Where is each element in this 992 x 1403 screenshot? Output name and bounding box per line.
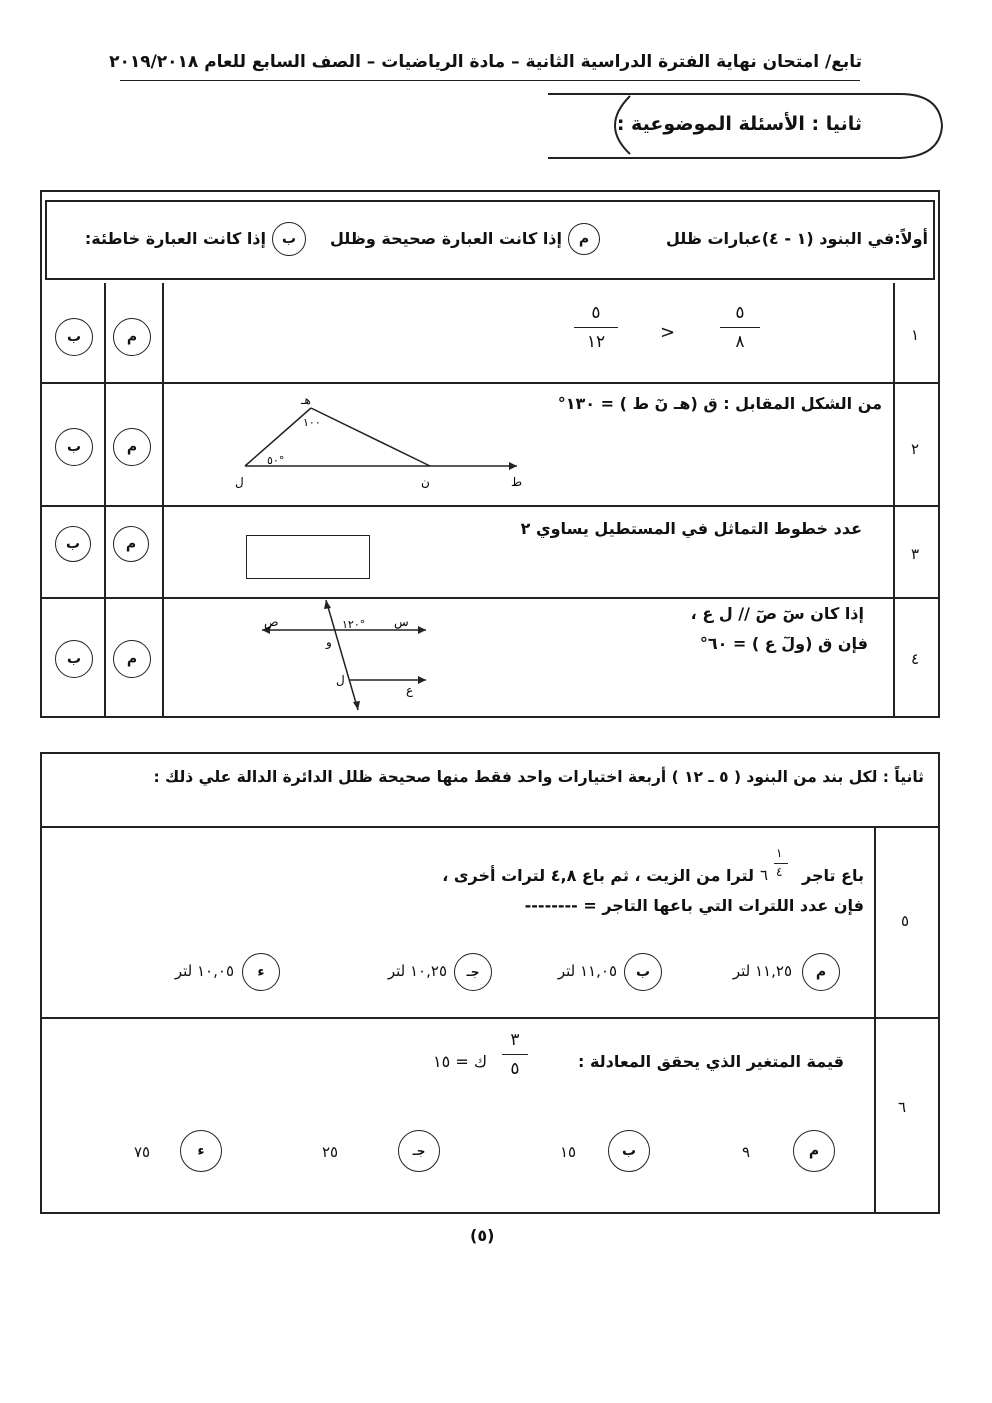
vertex-label: ط <box>511 475 523 489</box>
mixed-denominator: ٤ <box>776 865 783 879</box>
fraction-denominator: ٥ <box>510 1059 520 1079</box>
item-6-choice-a-text: ٩ <box>742 1143 751 1161</box>
item-6-rhs: ك = ١٥ <box>433 1052 487 1071</box>
item-2-option-a[interactable]: م <box>113 428 151 466</box>
item-6-choice-c-circle[interactable]: جـ <box>398 1130 440 1172</box>
vertex-label: ن <box>421 475 430 489</box>
vertex-label: هـ <box>301 393 311 407</box>
item-3-option-b[interactable]: ب <box>55 526 91 562</box>
part1-instruction-pre: أولاً:في البنود (١ - ٤)عبارات ظلل <box>666 229 928 248</box>
item-5-choice-a-text: ١١,٢٥ لتر <box>732 962 792 980</box>
item-3-rectangle-figure <box>246 535 370 579</box>
false-symbol-circle: ب <box>272 222 306 256</box>
vertex-label: ل <box>235 475 244 489</box>
point-label: و <box>326 635 332 649</box>
header-underline <box>120 80 860 81</box>
mixed-bar <box>774 863 788 864</box>
item-1-operator: > <box>660 322 676 343</box>
mixed-whole: ٦ <box>760 866 769 884</box>
row-divider <box>42 382 938 384</box>
item-5-stem-line2: فإن عدد اللترات التي باعها التاجر = -------- <box>524 896 864 915</box>
item-2-text: من الشكل المقابل : ق (هـ نٓ ط ) = ١٣٠° <box>557 394 882 413</box>
item-2-number: ٢ <box>910 440 920 458</box>
fraction-bar <box>574 327 618 328</box>
item-6-choice-d-circle[interactable]: ء <box>180 1130 222 1172</box>
fraction-numerator: ٣ <box>510 1030 520 1050</box>
item-5-choice-b-circle[interactable]: ب <box>624 953 662 991</box>
part1-instruction-mid: إذا كانت العبارة صحيحة وظلل <box>329 229 562 248</box>
fraction-bar <box>720 327 760 328</box>
row-divider <box>42 1017 938 1019</box>
item-2-triangle-figure[interactable] <box>225 392 535 492</box>
item-1-right-fraction <box>720 303 760 352</box>
point-label: ص <box>264 615 279 629</box>
fraction-numerator: ٥ <box>591 303 601 323</box>
item-5-choice-d-circle[interactable]: ء <box>242 953 280 991</box>
item-4-line1: إذا كان سٓ صٓ // ل ع ، <box>690 604 864 623</box>
part2-instruction: ثانياً : لكل بند من البنود ( ٥ ـ ١٢ ) أربعة اختيارات واحد فقط منها صحيحة ظلل الدائرة الدالة علي ذلك : <box>153 768 924 786</box>
point-label: ع <box>406 683 414 697</box>
row-divider <box>42 505 938 507</box>
col-divider <box>874 828 876 1212</box>
item-5-choice-b-text: ١١,٠٥ لتر <box>557 962 617 980</box>
fraction-denominator: ١٢ <box>586 332 606 352</box>
item-5-number: ٥ <box>900 912 910 930</box>
col-divider <box>162 283 164 716</box>
item-5-choice-a-circle[interactable]: م <box>802 953 840 991</box>
item-6-choice-b-text: ١٥ <box>560 1143 577 1161</box>
point-label: ل <box>336 673 345 687</box>
mixed-numerator: ١ <box>776 846 783 860</box>
item-1-left-fraction <box>574 303 618 352</box>
item-5-choice-c-text: ١٠,٢٥ لتر <box>387 962 447 980</box>
item-5-mixed-number <box>758 846 794 896</box>
point-label: س <box>394 615 409 629</box>
true-symbol-circle: م <box>568 223 600 255</box>
item-4-option-a[interactable]: م <box>113 640 151 678</box>
item-6-fraction <box>502 1030 528 1079</box>
angle-label: ١٢٠° <box>342 618 366 631</box>
row-divider <box>42 826 938 828</box>
item-1-option-b[interactable]: ب <box>55 318 93 356</box>
fraction-denominator: ٨ <box>735 332 745 352</box>
item-6-stem: قيمة المتغير الذي يحقق المعادلة : <box>577 1052 844 1071</box>
item-2-option-b[interactable]: ب <box>55 428 93 466</box>
page-number: (٥) <box>470 1226 495 1245</box>
item-6-choice-b-circle[interactable]: ب <box>608 1130 650 1172</box>
item-6-choice-d-text: ٧٥ <box>134 1143 151 1161</box>
item-1-option-a[interactable]: م <box>113 318 151 356</box>
item-5-choice-d-text: ١٠,٠٥ لتر <box>174 962 234 980</box>
item-5-stem-a: باع تاجر <box>801 866 864 885</box>
part1-instruction-post: إذا كانت العبارة خاطئة: <box>84 229 266 248</box>
row-divider <box>42 597 938 599</box>
item-6-choice-c-text: ٢٥ <box>322 1143 339 1161</box>
col-divider <box>104 283 106 716</box>
section-heading: ثانيا : الأسئلة الموضوعية : <box>616 113 862 135</box>
item-5-choice-c-circle[interactable]: جـ <box>454 953 492 991</box>
angle-label: ٥٠° <box>267 454 285 467</box>
item-4-option-b[interactable]: ب <box>55 640 93 678</box>
fraction-numerator: ٥ <box>735 303 745 323</box>
item-3-option-a[interactable]: م <box>113 526 149 562</box>
exam-header-title: تابع/ امتحان نهاية الفترة الدراسية الثانية – مادة الرياضيات – الصف السابع للعام ٢٠١٩/٢٠١٨ <box>109 52 862 72</box>
item-6-choice-a-circle[interactable]: م <box>793 1130 835 1172</box>
item-4-parallel-lines-figure[interactable] <box>250 598 440 713</box>
item-4-number: ٤ <box>910 650 920 668</box>
col-divider <box>893 283 895 716</box>
item-3-number: ٣ <box>910 545 920 563</box>
item-6-number: ٦ <box>897 1098 907 1116</box>
item-5-stem-b: لترا من الزيت ، ثم باع ٤,٨ لترات أخرى ، <box>442 866 754 885</box>
item-4-line2: فإن ق (ولٓ ع ) = ٦٠° <box>699 634 868 653</box>
fraction-bar <box>502 1054 528 1055</box>
angle-label: ١٠٠ <box>303 416 321 429</box>
item-3-text: عدد خطوط التماثل في المستطيل يساوي ٢ <box>520 519 862 538</box>
item-1-number: ١ <box>910 326 920 344</box>
